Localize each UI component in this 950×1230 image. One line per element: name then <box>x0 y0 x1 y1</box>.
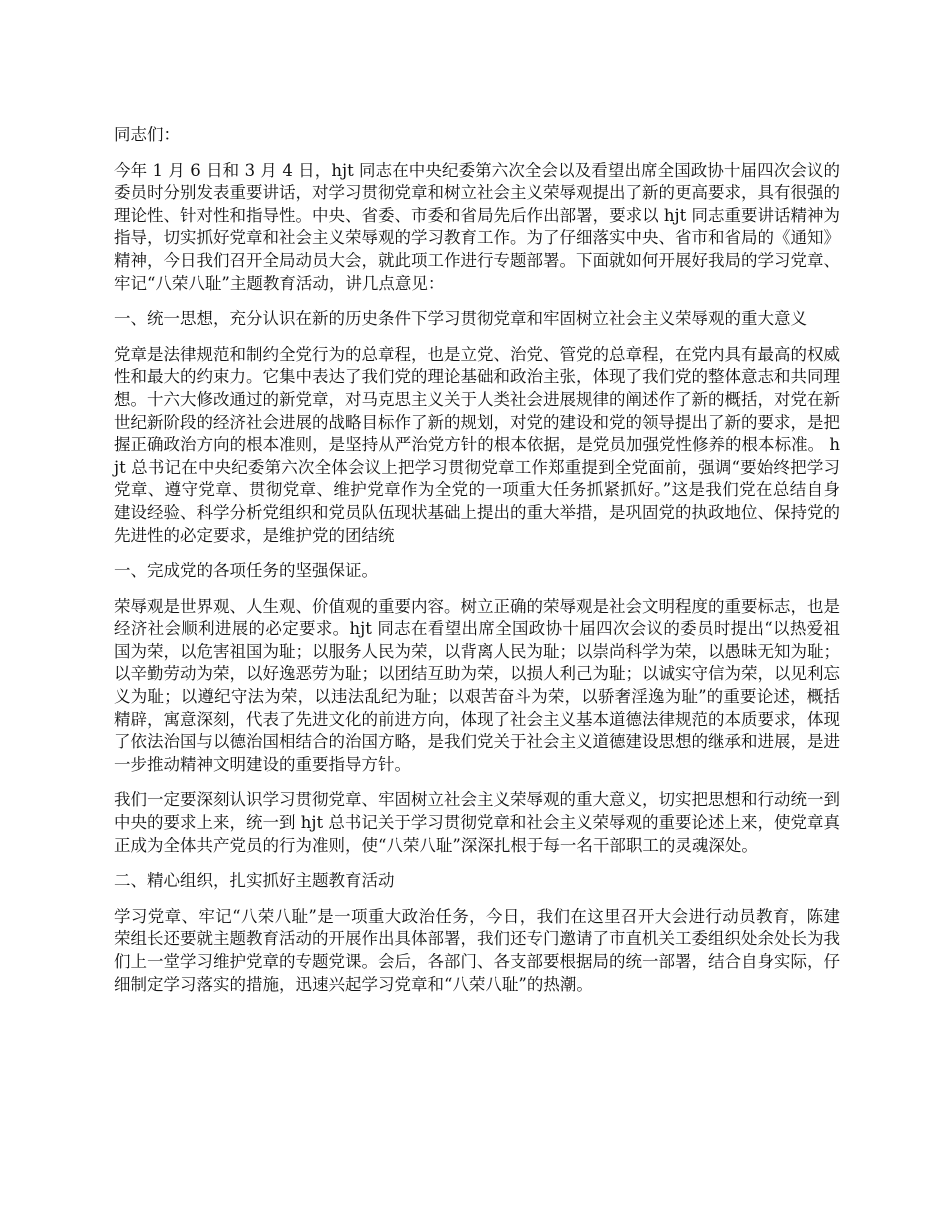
paragraph-party-constitution: 党章是法律规范和制约全党行为的总章程，也是立党、治党、管党的总章程，在党内具有最高的权威性和最大的约束力。它集中表达了我们党的理论基础和政治主张，体现了我们党的整体意志和共同理想。十六大修改通过的新党章，对马克思主义关于人类社会进展规律的阐述作了新的概括，对党在新世纪新阶段的经济社会进展的战略目标作了新的规划，对党的建设和党的领导提出了新的要求，是把握正确政治方向的根本准则，是坚持从严治党方针的根本依据，是党员加强党性修养的根本标准。 hjt 总书记在中央纪委第六次全体会议上把学习贯彻党章工作郑重提到全党面前，强调“要始终把学习党章、遵守党章、贯彻党章、维护党章作为全党的一项重大任务抓紧抓好。”这是我们党在总结自身建设经验、科学分析党组织和党员队伍现状基础上提出的重大举措，是巩固党的执政地位、保持党的先进性的必定要求，是维护党的团结统 <box>114 344 840 545</box>
paragraph-guarantee: 一、完成党的各项任务的坚强保证。 <box>114 561 378 581</box>
paragraph-honor-concept: 荣辱观是世界观、人生观、价值观的重要内容。树立正确的荣辱观是社会文明程度的重要标志，也是经济社会顺利进展的必定要求。hjt 同志在看望出席全国政协十届四次会议的委员时提出“以热爱祖国为荣，以危害祖国为耻；以服务人民为荣，以背离人民为耻；以崇尚科学为荣，以愚昧无知为耻；以辛勤劳动为荣，以好逸恶劳为耻；以团结互助为荣，以损人利己为耻；以诚实守信为荣，以见利忘义为耻；以遵纪守法为荣，以违法乱纪为耻；以艰苦奋斗为荣，以骄奢淫逸为耻”的重要论述，概括精辟，寓意深刻，代表了先进文化的前进方向，体现了社会主义基本道德法律规范的本质要求，体现了依法治国与以德治国相结合的治国方略，是我们党关于社会主义道德建设思想的继承和进展，是进一步推动精神文明建设的重要指导方针。 <box>114 596 840 774</box>
salutation: 同志们： <box>114 125 180 144</box>
section-heading-2: 二、精心组织，扎实抓好主题教育活动 <box>114 871 395 891</box>
paragraph-intro: 今年 1 月 6 日和 3 月 4 日，hjt 同志在中央纪委第六次全会以及看望出席全国政协十届四次会议的委员时分别发表重要讲话，对学习贯彻党章和树立社会主义荣辱观提出了新的更高要求，具有很强的理论性、针对性和指导性。中央、省委、市委和省局先后作出部署，要求以 hjt 同志重要讲话精神为指导，切实抓好党章和社会主义荣辱观的学习教育工作。为了仔细落实中央、省市和省局的《通知》精神，今日我们召开全局动员大会，就此项工作进行专题部署。下面就如何开展好我局的学习党章、牢记“八荣八耻”主题教育活动，讲几点意见： <box>114 160 840 293</box>
paragraph-organization: 学习党章、牢记“八荣八耻”是一项重大政治任务，今日，我们在这里召开大会进行动员教育，陈建荣组长还要就主题教育活动的开展作出具体部署，我们还专门邀请了市直机关工委组织处余处长为我们上一堂学习维护党章的专题党课。会后，各部门、各支部要根据局的统一部署，结合自身实际，仔细制定学习落实的措施，迅速兴起学习党章和“八荣八耻”的热潮。 <box>114 906 840 994</box>
paragraph-significance: 我们一定要深刻认识学习贯彻党章、牢固树立社会主义荣辱观的重大意义，切实把思想和行动统一到中央的要求上来，统一到 hjt 总书记关于学习贯彻党章和社会主义荣辱观的重要论述上来，使党章真正成为全体共产党员的行为准则，使“八荣八耻”深深扎根于每一名干部职工的灵魂深处。 <box>114 790 840 855</box>
document-body <box>114 124 840 1009</box>
section-heading-1: 一、统一思想，充分认识在新的历史条件下学习贯彻党章和牢固树立社会主义荣辱观的重大意义 <box>114 309 807 329</box>
